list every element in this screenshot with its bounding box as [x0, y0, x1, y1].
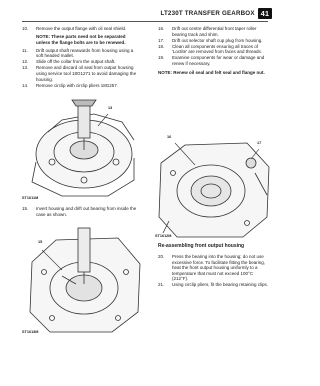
step-number: 11.: [22, 47, 28, 53]
step-number: 10.: [22, 26, 29, 31]
step-16: [158, 26, 270, 37]
step-number: 13.: [22, 65, 29, 71]
left-bottom-column: [22, 206, 140, 218]
section-badge: 41: [258, 8, 272, 19]
step-number: 20.: [158, 254, 165, 259]
step-number: 21.: [158, 282, 165, 288]
step-text: Drift out centre differential front taper roller bearing track and shim.: [172, 26, 257, 37]
section-heading-reassembling: Re-assembling front output housing: [158, 243, 245, 249]
note-renew-seals: NOTE: Renew oil seal and felt seal and flange nut.: [158, 70, 265, 76]
step-19: [158, 55, 270, 66]
step-11: [22, 48, 140, 59]
step-text: Press the bearing into the housing; do not use excessive force. To facilitate fitting the bearing, heat the front output housing uniformly to a temperature that must not exceed 100°C (212°F).: [172, 254, 265, 282]
left-text-column: [22, 26, 140, 89]
page-header: [160, 8, 272, 19]
step-text: Clean all components ensuring all traces of 'Loctite' are removed from faces and threads.: [172, 43, 263, 55]
step-15: [22, 206, 140, 217]
callout-15: 15: [38, 240, 43, 244]
callout-17: 17: [257, 141, 262, 145]
right-text-column: [158, 26, 270, 78]
step-20: [158, 254, 270, 282]
callout-16: 16: [167, 135, 172, 139]
step-text: Examine components for wear or damage and renew if necessary.: [172, 55, 265, 66]
step-text: Remove and discard oil seal from output housing using service tool 18G1271 to avoid damaging the housing.: [36, 65, 137, 82]
step-number: 19.: [158, 55, 165, 61]
note-flange: NOTE: These parts need not be separated unless the flange bolts are to be renewed.: [36, 34, 126, 45]
figure-oil-seal-removal: [22, 92, 147, 202]
header-rule: [22, 21, 268, 22]
step-17: [158, 38, 270, 44]
step-text: Drift output shaft rearwards from housing using a soft headed mallet.: [36, 47, 134, 59]
step-number: 12.: [22, 59, 29, 65]
step-21: [158, 282, 270, 288]
oil-seal-removal-illustration: [22, 92, 147, 202]
page-title: LT230T TRANSFER GEARBOX: [160, 10, 255, 17]
step-text: Remove the output flange with oil seal shield.: [36, 26, 127, 31]
figure-code: ST1612M: [155, 234, 172, 238]
figure-bearing-drift: [22, 226, 147, 336]
step-text: Remove circlip with circlip pliers 18G257.: [36, 82, 119, 88]
step-text: Using circlip pliers, fit the bearing retaining clips.: [172, 282, 269, 288]
step-18: [158, 44, 270, 55]
step-number: 17.: [158, 37, 165, 43]
bearing-track-illustration: [155, 133, 273, 241]
figure-code: ST1611M: [22, 196, 39, 200]
step-number: 18.: [158, 43, 165, 49]
step-13: [22, 65, 140, 82]
step-text: Drift out selector shaft cup plug from housing.: [172, 37, 263, 43]
step-14: [22, 83, 140, 89]
step-number: 16.: [158, 26, 165, 31]
step-10: [22, 26, 140, 32]
figure-code: ST1613M: [22, 330, 39, 334]
step-number: 14.: [22, 82, 29, 88]
step-text: Invert housing and drift out bearing from inside the case as shown.: [36, 206, 137, 217]
step-number: 15.: [22, 206, 29, 211]
step-12: [22, 59, 140, 65]
callout-13: 13: [108, 106, 113, 110]
reassembling-steps: [158, 254, 270, 288]
step-text: Slide off the collar from the output shaft.: [36, 59, 116, 65]
figure-bearing-track: [155, 133, 273, 241]
